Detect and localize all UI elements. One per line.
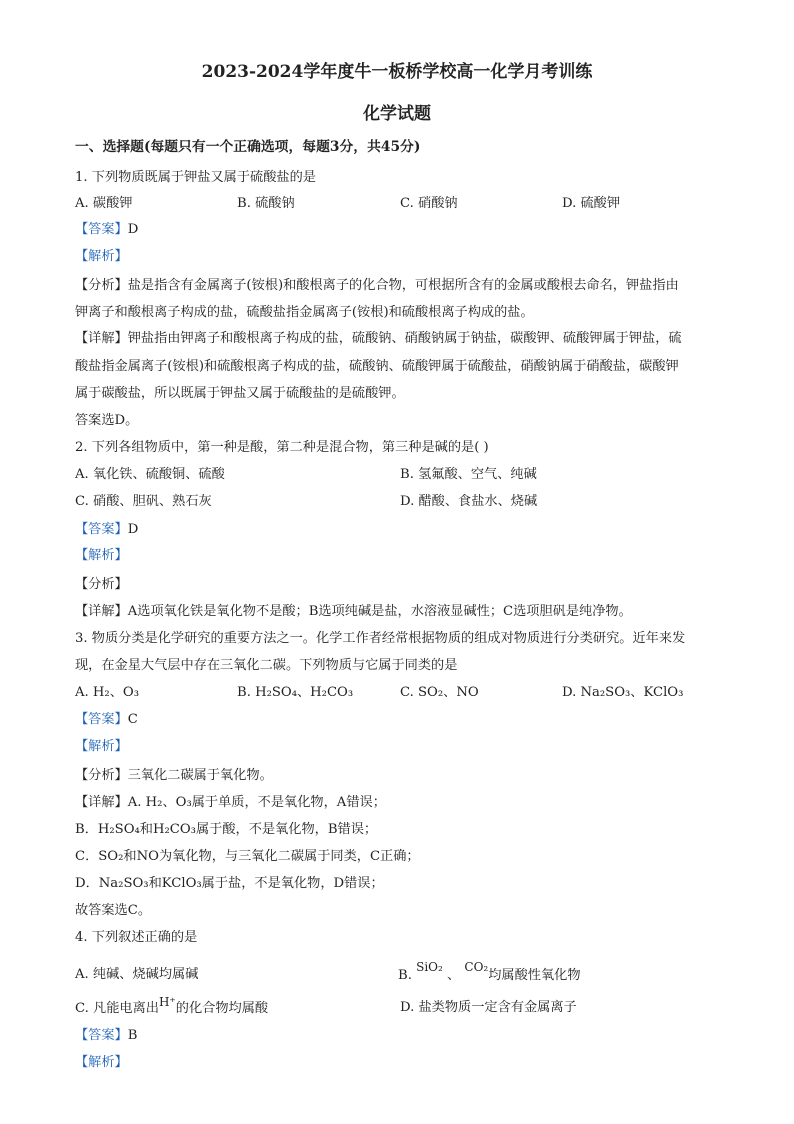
q3-option-d: D. Na₂SO₃、KClO₃ — [562, 685, 684, 700]
q2-analysis — [75, 576, 128, 594]
q3-analysis — [75, 767, 273, 785]
q2-detail — [75, 603, 632, 621]
section-heading: 一、选择题(每题只有一个正确选项，每题3分，共45分) — [75, 139, 421, 155]
answer-label: 【答案】 — [75, 222, 128, 237]
q2-explain — [75, 547, 128, 565]
q1-explain — [75, 248, 128, 266]
answer-label: 【答案】 — [75, 712, 128, 727]
q3-option-b: B. H₂SO₄、H₂CO₃ — [237, 685, 354, 700]
q3-line-b: B．H₂SO₄和H₂CO₃属于酸，不是氧化物，B错误； — [75, 822, 378, 837]
explain-label: 【解析】 — [75, 1055, 128, 1070]
q3-explain — [75, 738, 128, 756]
q4-option-b-formula-1: SiO₂ — [416, 960, 443, 974]
q2-stem: 2. 下列各组物质中，第一种是酸，第二种是混合物，第三种是碱的是( ) — [75, 440, 489, 455]
q1-option-b: B. 硫酸钠 — [237, 196, 295, 211]
q4-explain — [75, 1054, 128, 1072]
q3-line-c: C．SO₂和NO为氧化物，与三氧化二碳属于同类，C正确； — [75, 849, 420, 864]
q3-conclusion: 故答案选C。 — [75, 903, 152, 918]
q4-option-b-formula-2: CO₂ — [464, 960, 489, 974]
q1-detail-1 — [75, 330, 682, 348]
q4-option-c-ion: H⁺ — [158, 995, 176, 1009]
q3-answer-value: C — [127, 712, 138, 727]
analysis-label: 【分析】 — [75, 577, 128, 592]
detail-label: 【详解】 — [75, 795, 128, 810]
explain-label: 【解析】 — [75, 739, 128, 754]
answer-label: 【答案】 — [75, 1028, 128, 1043]
q4-option-b-suffix: 均属酸性氧化物 — [488, 968, 581, 983]
q1-answer — [75, 221, 138, 239]
q2-detail-text: A选项氧化铁是氧化物不是酸；B选项纯碱是盐，水溶液显碱性；C选项胆矾是纯净物。 — [127, 604, 632, 619]
q2-option-d: D. 醋酸、食盐水、烧碱 — [400, 494, 538, 509]
q3-analysis-text: 三氧化二碳属于氧化物。 — [127, 768, 273, 783]
detail-label: 【详解】 — [75, 604, 128, 619]
q4-option-c-prefix: C. 凡能电离出 — [75, 1001, 159, 1016]
q3-stem-2: 现，在金星大气层中存在三氧化二碳。下列物质与它属于同类的是 — [75, 658, 458, 673]
q3-detail — [75, 794, 386, 812]
q1-stem: 1. 下列物质既属于钾盐又属于硫酸盐的是 — [75, 170, 316, 185]
q2-answer-value: D — [127, 522, 139, 537]
q2-answer — [75, 521, 138, 539]
q3-option-c: C. SO₂、NO — [400, 685, 479, 700]
explain-label: 【解析】 — [75, 249, 128, 264]
q4-answer — [75, 1027, 137, 1045]
q1-detail-text-1: 钾盐指由钾离子和酸根离子构成的盐，硫酸钠、硝酸钠属于钠盐，碳酸钾、硫酸钾属于钾盐，硫 — [127, 331, 682, 346]
q4-option-c — [75, 995, 269, 1018]
analysis-label: 【分析】 — [75, 278, 128, 293]
q4-option-d: D. 盐类物质一定含有金属离子 — [400, 1000, 577, 1015]
document-subtitle: 化学试题 — [363, 104, 431, 124]
q1-option-d: D. 硫酸钾 — [562, 196, 621, 211]
detail-label: 【详解】 — [75, 331, 128, 346]
q3-answer — [75, 711, 138, 729]
q1-detail-2: 酸盐指金属离子(铵根)和硫酸根离子构成的盐，硫酸钠、硫酸钾属于硫酸盐，硝酸钠属于硝酸盐，碳酸钾 — [75, 359, 679, 374]
q4-option-b-prefix: B. — [398, 968, 412, 983]
q4-answer-value: B — [127, 1028, 138, 1043]
q4-stem: 4. 下列叙述正确的是 — [75, 930, 198, 945]
analysis-label: 【分析】 — [75, 768, 128, 783]
q4-option-c-suffix: 的化合物均属酸 — [175, 1001, 269, 1016]
q1-conclusion: 答案选D。 — [75, 413, 139, 428]
q1-option-a: A. 碳酸钾 — [75, 196, 133, 211]
q1-answer-value: D — [127, 222, 139, 237]
q3-detail-text: A. H₂、O₃属于单质，不是氧化物，A错误； — [127, 795, 386, 810]
q3-line-d: D．Na₂SO₃和KClO₃属于盐，不是氧化物，D错误； — [75, 876, 384, 891]
q2-option-c: C. 硝酸、胆矾、熟石灰 — [75, 494, 212, 509]
explain-label: 【解析】 — [75, 548, 128, 563]
document-title: 2023-2024学年度牛一板桥学校高一化学月考训练 — [201, 62, 593, 82]
q1-analysis-2: 钾离子和酸根离子构成的盐，硫酸盐指金属离子(铵根)和硫酸根离子构成的盐。 — [75, 305, 534, 320]
q1-analysis-text-1: 盐是指含有金属离子(铵根)和酸根离子的化合物，可根据所含有的金属或酸根去命名，钾盐指由 — [127, 278, 679, 293]
q2-option-b: B. 氢氟酸、空气、纯碱 — [400, 467, 537, 482]
q4-option-a: A. 纯碱、烧碱均属碱 — [75, 967, 199, 982]
answer-label: 【答案】 — [75, 522, 128, 537]
q1-analysis-1 — [75, 277, 679, 295]
q2-option-a: A. 氧化铁、硫酸铜、硫酸 — [75, 467, 225, 482]
q1-detail-3: 属于碳酸盐，所以既属于钾盐又属于硫酸盐的是硫酸钾。 — [75, 386, 405, 401]
q4-option-b — [398, 960, 581, 985]
q3-stem-1: 3. 物质分类是化学研究的重要方法之一。化学工作者经常根据物质的组成对物质进行分类研究。近年来发 — [75, 631, 686, 646]
q1-option-c: C. 硝酸钠 — [400, 196, 458, 211]
q4-option-b-sep: 、 — [447, 968, 461, 983]
q3-option-a: A. H₂、O₃ — [75, 685, 139, 700]
